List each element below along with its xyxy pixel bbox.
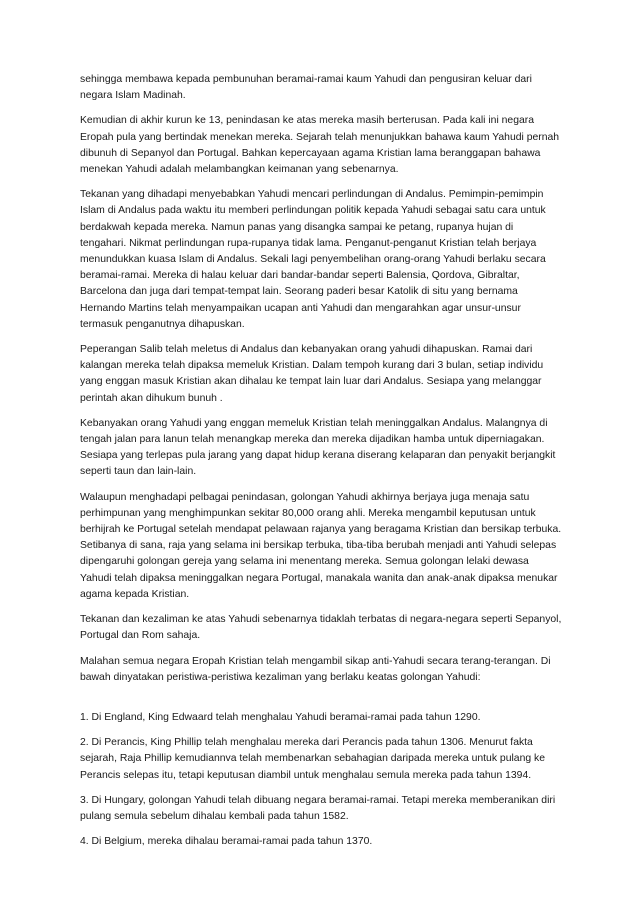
- list-item-4: 4. Di Belgium, mereka dihalau beramai-ramai pada tahun 1370.: [80, 836, 373, 848]
- paragraph-2: Kemudian di akhir kurun ke 13, penindasan ke atas mereka masih berterusan. Pada kali ini negara Eropah pula yang bertindak menekan mereka. Sejarah telah menunjukkan bahawa kaum Yahudi pernah dibunuh di Sepanyol dan Portugal. Bahkan kepercayaan agama Kristian lama beranggapan bahawa menekan Yahudi adalah melambangkan keimanan yang sebenarnya.: [80, 115, 560, 176]
- paragraph-4: Peperangan Salib telah meletus di Andalus dan kebanyakan orang yahudi dihapuskan. Ramai dari kalangan mereka telah dipaksa memeluk Kristian. Dalam tempoh kurang dari 3 bulan, setiap individu yang enggan masuk Kristian akan dihalau ke tempat lain luar dari Andalus. Sesiapa yang melanggar perintah akan dihukum bunuh .: [80, 344, 544, 404]
- paragraph-6: Walaupun menghadapi pelbagai penindasan, golongan Yahudi akhirnya berjaya juga menaja satu perhimpunan yang menghimpunkan sekitar 80,000 orang ahli. Mereka mengambil keputusan untuk berhijrah ke Portugal setelah mendapat pelawaan rajanya yang beragama Kristian dan bersikap terbuka. Setibanya di sana, raja yang selama ini bersikap terbuka, tiba-tiba berubah menjadi anti Yahudi selepas dipengaruhi golongan gereja yang selama ini menentang mereka. Semua golongan lelaki dewasa Yahudi telah dipaksa meninggalkan negara Portugal, manakala wanita dan anak-anak dipaksa menukar agama kepada Kristian.: [80, 491, 562, 600]
- list-item-3: 3. Di Hungary, golongan Yahudi telah dibuang negara beramai-ramai. Tetapi mereka memberanikan diri pulang semula sebelum dihalau kembali pada tahun 1582.: [80, 794, 556, 822]
- document-page: [80, 72, 562, 859]
- paragraph-5: Kebanyakan orang Yahudi yang enggan memeluk Kristian telah meninggalkan Andalus. Malangnya di tengah jalan para lanun telah menangkap mereka dan mereka dijadikan hamba untuk diperniagakan. Sesiapa yang terlepas pula jarang yang dapat hidup kerana diserang kelaparan dan penyakit berjangkit seperti taun dan lain-lain.: [80, 417, 556, 478]
- paragraph-7: Tekanan dan kezaliman ke atas Yahudi sebenarnya tidaklah terbatas di negara-negara seperti Sepanyol, Portugal dan Rom sahaja.: [80, 614, 562, 642]
- list-item-1: 1. Di England, King Edwaard telah menghalau Yahudi beramai-ramai pada tahun 1290.: [80, 711, 481, 723]
- paragraph-3: Tekanan yang dihadapi menyebabkan Yahudi mencari perlindungan di Andalus. Pemimpin-pemimpin Islam di Andalus pada waktu itu memberi perlindungan politik kepada Yahudi sebagai satu cara untuk berdakwah kepada mereka. Namun panas yang disangka sampai ke petang, rupanya hujan di tengahari. Nikmat perlindungan rupa-rupanya tidak lama. Penganut-penganut Kristian telah berjaya menundukkan kuasa Islam di Andalus. Sekali lagi penyembelihan orang-orang Yahudi berlaku secara beramai-ramai. Mereka di halau keluar dari bandar-bandar seperti Balensia, Qordova, Gibraltar, Barcelona dan juga dari tempat-tempat lain. Seorang paderi besar Katolik di situ yang bernama Hernando Martins telah menyampaikan ucapan anti Yahudi dan mengarahkan agar unsur-unsur termasuk penganutnya dihapuskan.: [80, 189, 546, 330]
- paragraph-8: Malahan semua negara Eropah Kristian telah mengambil sikap anti-Yahudi secara terang-terangan. Di bawah dinyatakan peristiwa-peristiwa kezaliman yang berlaku keatas golongan Yahudi:: [80, 655, 551, 683]
- paragraph-1: sehingga membawa kepada pembunuhan beramai-ramai kaum Yahudi dan pengusiran keluar dari negara Islam Madinah.: [80, 74, 532, 102]
- list-item-2: 2. Di Perancis, King Phillip telah menghalau mereka dari Perancis pada tahun 1306. Menurut fakta sejarah, Raja Phillip kemudiannva telah membenarkan sebahagian daripada mereka untuk pulang ke Perancis selepas itu, tetapi keputusan diambil untuk menghalau semula mereka pada tahun 1394.: [80, 737, 545, 781]
